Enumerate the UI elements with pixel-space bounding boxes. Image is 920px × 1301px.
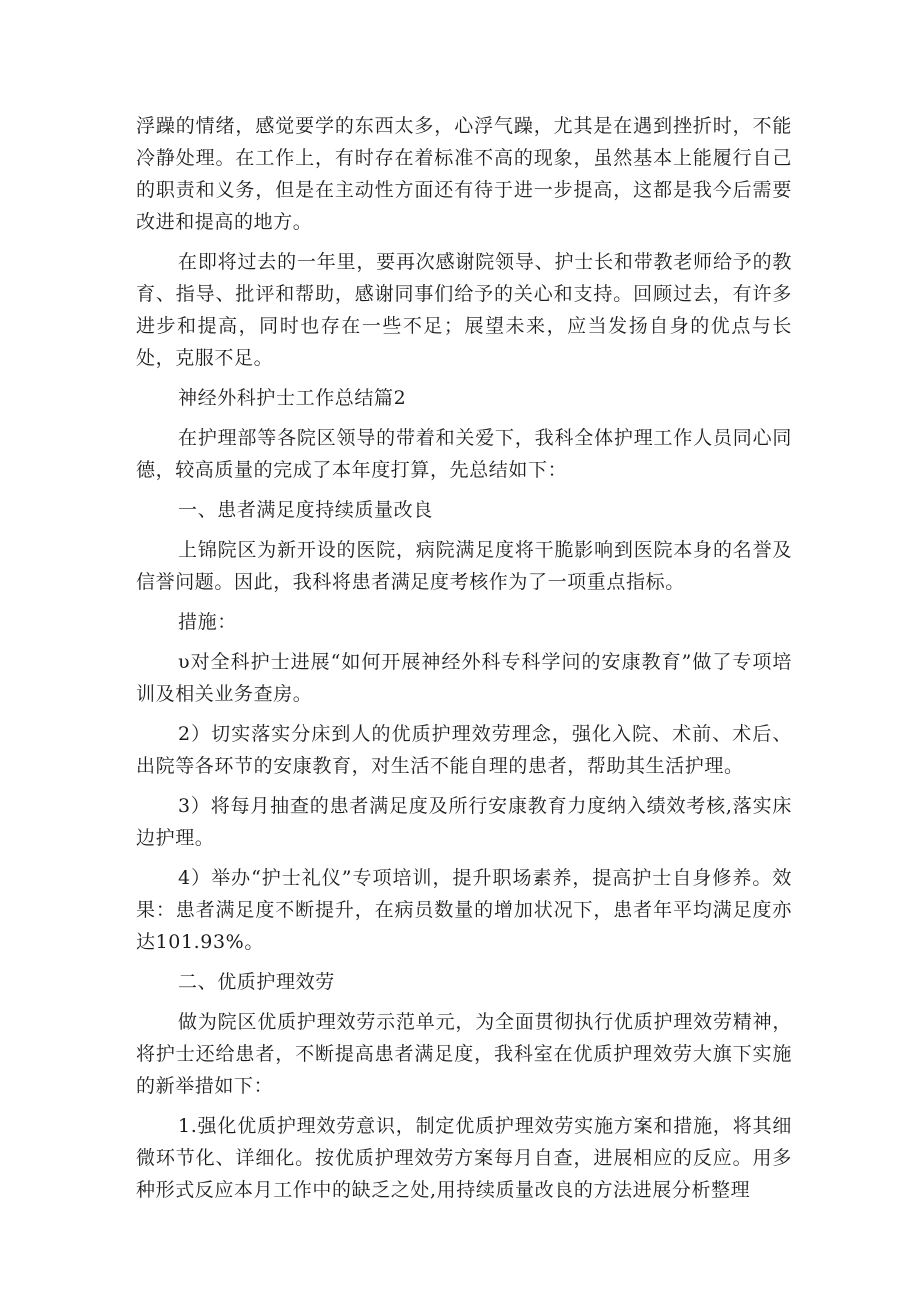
paragraph-quality-service: 做为院区优质护理效劳示范单元，为全面贯彻执行优质护理效劳精神，将护士还给患者，不断提高患者满足度，我科室在优质护理效劳大旗下实施的新举措如下： — [136, 1011, 792, 1097]
measure-item-3: 3）将每月抽查的患者满足度及所行安康教育力度纳入绩效考核,落实床边护理。 — [136, 795, 792, 849]
document-body — [136, 110, 792, 1214]
paragraph-intro: 在护理部等各院区领导的带着和关爱下，我科全体护理工作人员同心同德，较高质量的完成了本年度打算，先总结如下： — [136, 427, 792, 481]
heading-satisfaction: 一、患者满足度持续质量改良 — [178, 499, 433, 521]
measure-item-4: 4）举办“护士礼仪”专项培训，提升职场素养，提高护士自身修养。效果：患者满足度不断提升，在病员数量的增加状况下，患者年平均满足度亦达101.93%。 — [136, 867, 792, 953]
paragraph-thanks: 在即将过去的一年里，要再次感谢院领导、护士长和带教老师给予的教育、指导、批评和帮助，感谢同事们给予的关心和支持。回顾过去，有许多进步和提高，同时也存在一些不足；展望未来，应当发扬自身的优点与长处，克服不足。 — [136, 251, 792, 369]
measure-item-2: 2）切实落实分床到人的优质护理效劳理念，强化入院、术前、术后、出院等各环节的安康教育，对生活不能自理的患者，帮助其生活护理。 — [136, 723, 792, 777]
section-title: 神经外科护士工作总结篇2 — [178, 387, 407, 409]
paragraph-continuation: 浮躁的情绪，感觉要学的东西太多，心浮气躁，尤其是在遇到挫折时，不能冷静处理。在工作上，有时存在着标准不高的现象，虽然基本上能履行自己的职责和义务，但是在主动性方面还有待于进一步提高，这都是我今后需要改进和提高的地方。 — [136, 115, 792, 233]
heading-quality-service: 二、优质护理效劳 — [178, 971, 335, 993]
measure-item-1: υ对全科护士进展“如何开展神经外科专科学问的安康教育”做了专项培训及相关业务查房。 — [136, 651, 792, 705]
measures-label: 措施： — [178, 611, 237, 633]
paragraph-item-1: 1.强化优质护理效劳意识，制定优质护理效劳实施方案和措施，将其细微环节化、详细化。按优质护理效劳方案每月自查，进展相应的反应。用多种形式反应本月工作中的缺乏之处,用持续质量改良的方法进展分析整理 — [136, 1115, 792, 1201]
paragraph-satisfaction: 上锦院区为新开设的医院，病院满足度将干脆影响到医院本身的名誉及信誉问题。因此，我科将患者满足度考核作为了一项重点指标。 — [136, 539, 792, 593]
